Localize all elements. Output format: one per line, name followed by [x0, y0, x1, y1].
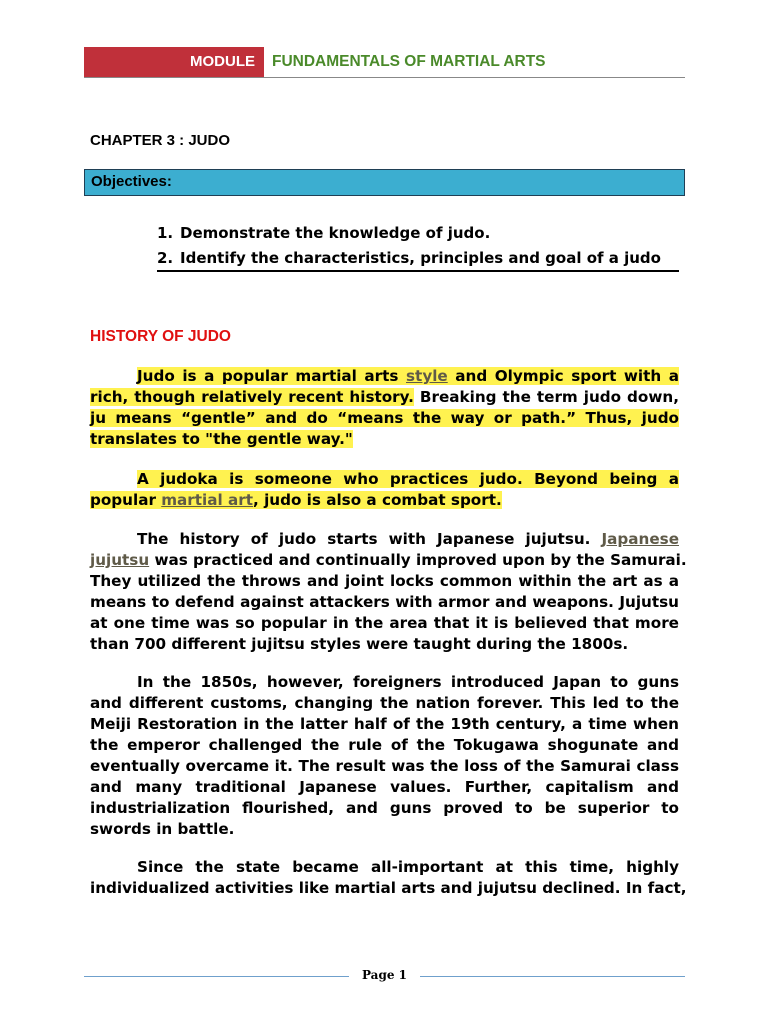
highlighted-text: translates to "the gentle way.": [90, 430, 353, 448]
japanese-jujutsu-link[interactable]: Japanese: [601, 530, 679, 548]
objectives-list: [157, 221, 661, 271]
header-rule: [84, 77, 685, 78]
course-title: FUNDAMENTALS OF MARTIAL ARTS: [272, 53, 546, 70]
page-number: Page 1: [361, 968, 408, 982]
text-line: [90, 429, 679, 450]
text-line: [90, 490, 679, 511]
objective-text: Demonstrate the knowledge of judo.: [180, 224, 491, 242]
paragraph-5: [90, 857, 687, 899]
text-line: [90, 857, 679, 878]
text-line: [90, 408, 679, 429]
page-footer: [84, 966, 685, 990]
text: Breaking the term judo down,: [413, 388, 679, 406]
chapter-title: CHAPTER 3 : JUDO: [90, 132, 231, 149]
objectives-rule: [157, 270, 679, 272]
page-header: [84, 47, 685, 77]
highlighted-text: Judo is a popular martial arts: [137, 367, 407, 385]
text-line: and different customs, changing the nation forever. This led to the: [90, 694, 679, 712]
text-line: than 700 different jujitsu styles were taught during the 1800s.: [90, 635, 629, 653]
section-title: HISTORY OF JUDO: [90, 328, 231, 345]
highlighted-text: ju means “gentle” and do “means the way or path.” Thus, judo: [90, 409, 679, 427]
text-line: [90, 550, 687, 571]
text: The history of judo starts with Japanese jujutsu.: [137, 530, 602, 548]
objective-text: Identify the characteristics, principles and goal of a judo: [180, 249, 661, 267]
highlighted-text: and Olympic sport with a: [447, 367, 679, 385]
text-line: [90, 672, 679, 693]
text-line: [90, 469, 679, 490]
text-line: eventually overcame it. The result was the loss of the Samurai class: [90, 757, 679, 775]
style-link[interactable]: style: [406, 367, 448, 385]
text-line: the emperor challenged the rule of the Tokugawa shogunate and: [90, 736, 679, 754]
objective-item: [157, 221, 661, 246]
paragraph-1: [90, 366, 679, 450]
text-line: [90, 366, 679, 387]
highlighted-text: A judoka is someone who practices judo. Beyond being a: [137, 470, 679, 488]
highlighted-text: , judo is also a combat sport.: [253, 491, 502, 509]
martial-art-link[interactable]: martial art: [161, 491, 254, 509]
text: Since the state became all-important at this time, highly: [137, 858, 679, 876]
paragraph-3: [90, 529, 687, 655]
objectives-heading: Objectives:: [91, 173, 172, 190]
text-line: Meiji Restoration in the latter half of the 19th century, a time when: [90, 715, 679, 733]
paragraph-4: [90, 672, 679, 840]
objective-number: 2.: [157, 249, 174, 267]
highlighted-text: rich, though relatively recent history.: [90, 388, 414, 406]
text-line: swords in battle.: [90, 820, 235, 838]
japanese-jujutsu-link[interactable]: jujutsu: [90, 551, 150, 569]
text-line: industrialization flourished, and guns proved to be superior to: [90, 799, 679, 817]
objective-item: [157, 246, 661, 271]
objective-number: 1.: [157, 224, 174, 242]
text-line: individualized activities like martial arts and jujutsu declined. In fact,: [90, 879, 687, 897]
text-line: [90, 529, 679, 550]
text-line: means to defend against attackers with armor and weapons. Jujutsu: [90, 593, 679, 611]
module-label: MODULE: [84, 47, 264, 77]
text: In the 1850s, however, foreigners introduced Japan to guns: [137, 673, 679, 691]
objectives-box: [84, 169, 685, 196]
text-line: and many traditional Japanese values. Further, capitalism and: [90, 778, 679, 796]
text: was practiced and continually improved upon by the Samurai.: [149, 551, 687, 569]
text-line: at one time was so popular in the area that it is believed that more: [90, 614, 679, 632]
text-line: They utilized the throws and joint locks common within the art as a: [90, 572, 679, 590]
highlighted-text: popular: [90, 491, 162, 509]
paragraph-2: [90, 469, 679, 511]
text-line: [90, 387, 679, 408]
